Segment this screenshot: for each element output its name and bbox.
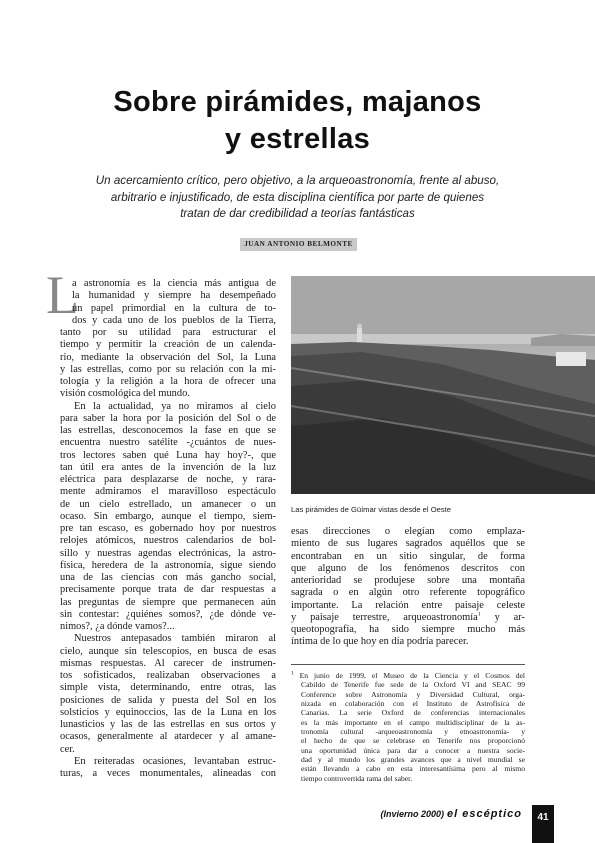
- footnote-marker: 1: [291, 671, 300, 677]
- drop-cap: L: [46, 265, 79, 325]
- text-fragment: y ar-: [480, 611, 525, 623]
- subtitle-line: arbitrario e injustificado, de esta disciplina científica por parte de quienes: [110, 190, 485, 204]
- left-text-column: [60, 278, 276, 780]
- text-line: un papel primordial en la cultura de to-: [72, 302, 276, 314]
- text-line: las preguntas de siempre que permanecen aún: [60, 596, 276, 608]
- text-line: tología y la religión a la hora de ofrecer una: [60, 376, 276, 387]
- text-line: relojes atómicos, nuestros calendarios de bol-: [60, 535, 276, 547]
- text-line: cielo, aunque sin telescopios, en busca de esas: [60, 645, 276, 657]
- footnote-reference: 1: [477, 611, 481, 618]
- text-line: eléctrica para desplazarse de noche, y rara-: [60, 474, 276, 485]
- text-line: dos y cada uno de los pueblos de la Tierra,: [72, 314, 276, 326]
- text-line: queotopografía, ha sido siempre mucho más: [291, 624, 525, 635]
- text-line: En la actualidad, ya no miramos al cielo: [74, 400, 276, 412]
- text-line: nimos?, ¿a dónde vamos?...: [60, 621, 175, 632]
- text-line: la humanidad y siempre ha desempeñado: [72, 290, 276, 302]
- text-line: miento de sus lugares sagrados aquéllos que se: [291, 538, 525, 550]
- text-line: sagrada o en algún otro referente topográfico: [291, 587, 525, 599]
- text-line: lunasticios y las de las estrellas en sus ortos y: [60, 719, 276, 730]
- text-line: sin contestar: ¿quiénes somos?, ¿de dónde ve-: [60, 608, 276, 620]
- page-number: 41: [532, 805, 554, 843]
- text-line: tiempo y permitir la creación de un calenda-: [60, 339, 276, 351]
- text-line: precisamente porque trata de dar respuestas a: [60, 584, 276, 596]
- text-line: una de las ciencias con más gancho social,: [60, 572, 276, 583]
- footnote-line: nizada en colaboración con el Instituto de Astrofísica de: [301, 699, 525, 709]
- text-line: física, heredera de la astronomía, sigue siendo: [60, 559, 276, 571]
- footnote-line: una oportunidad única para dar a conocer a nuestra socie-: [301, 745, 525, 755]
- text-line: sillo y nuestras agendas electrónicas, la astro-: [60, 547, 276, 559]
- footnote-line: es la más importante en el campo multidisciplinar de la as-: [301, 717, 525, 727]
- footnote-line: dad y al mundo los grandes avances que a nivel mundial se: [301, 755, 525, 765]
- text-line: tos sofisticados, realizaban observaciones a: [60, 670, 276, 681]
- subtitle-line: Un acercamiento crítico, pero objetivo, a la arqueoastronomía, frente al abuso,: [95, 174, 500, 187]
- article-subtitle: [40, 173, 555, 223]
- footnote-line: el hecho de que se celebrase en Tenerife nos proporcionó: [301, 736, 525, 746]
- magazine-name: el escéptico: [447, 808, 522, 820]
- photo-caption: Las pirámides de Güímar vistas desde el Oeste: [291, 505, 451, 514]
- text-line: ocasos, generalmente al atardecer y al amane-: [60, 731, 276, 743]
- text-line: mismas respuestas. Al carecer de instrumen-: [60, 657, 276, 669]
- article-title: [40, 84, 555, 158]
- text-line: En reiteradas ocasiones, levantaban estruc-: [74, 755, 276, 767]
- photo-pyramids-guimar: [291, 276, 595, 494]
- footnote-line: Canarias. La serie Oxford de conferencias internacionales: [301, 708, 525, 718]
- title-line: Sobre pirámides, majanos: [113, 86, 482, 118]
- text-line: íntima de lo que hoy en día podría parecer.: [291, 636, 469, 648]
- footnote-line: Conference sobre Astronomía y Diversidad Cultural, orga-: [301, 689, 525, 699]
- text-line: de un cielo estrellado, un amanecer o un: [60, 498, 276, 510]
- text-line: mente admiramos el maravilloso espectáculo: [60, 486, 276, 498]
- footnote: [291, 671, 525, 783]
- text-line: las estrellas, desconocemos la fase en que se: [60, 425, 276, 436]
- text-line: rio, mediante la observación del Sol, la Luna: [60, 351, 276, 363]
- text-line: ocaso. Sin embargo, aunque el tiempo, siem-: [60, 510, 276, 522]
- text-line: simple vista, determinando, entre otras, las: [60, 682, 276, 694]
- footnote-line: $^1$ En junio de 1999, el Museo de la Ciencia y el Cosmos del: [291, 671, 525, 680]
- text-line: Nuestros antepasados también miraron al: [74, 633, 276, 645]
- text-line: turas, a veces monumentales, alineadas con: [60, 768, 276, 779]
- text-line: y las estrellas, como por su relación con la mi-: [60, 363, 276, 375]
- subtitle-line: tratan de dar credibilidad a teorías fantásticas: [180, 207, 415, 220]
- right-text-column: [291, 526, 525, 649]
- text-line: encontraban en un sitio singular, de forma: [291, 550, 525, 562]
- photo-illustration: [291, 276, 595, 494]
- text-line: solsticios y equinoccios, las de la Luna en los: [60, 706, 276, 718]
- text-line: pre tan escaso, es gobernado hoy por nuestros: [60, 523, 276, 534]
- footnote-line: Cabildo de Tenerife fue sede de la Oxford VI and SEAC 99: [301, 680, 525, 690]
- text-line: anterioridad se produjese sobre una montaña: [291, 575, 525, 586]
- text-line: tan útil era antes de la invención de la luz: [60, 461, 276, 473]
- footnote-line: tiempo controvertida rama del saber.: [301, 773, 413, 783]
- text-line: posiciones de salida y puesta del Sol en los: [60, 694, 276, 706]
- text-line: a astronomía es la ciencia más antigua de: [72, 278, 276, 289]
- text-line: encuentra nuestro satélite -¿cuántos de nues-: [60, 437, 276, 449]
- footnote-line: tronomía cultural -arqueoastronomía y etnoastronomía- y: [301, 727, 525, 737]
- page-footer: [380, 808, 522, 820]
- author-byline: JUAN ANTONIO BELMONTE: [240, 238, 357, 251]
- text-line: tanto por su utilidad para estructurar el: [60, 327, 276, 338]
- text-line: visión cosmológica del mundo.: [60, 388, 190, 400]
- text-line: cer.: [60, 743, 75, 755]
- text-line: para saber la hora por la posición del Sol o de: [60, 412, 276, 424]
- footnote-separator: [291, 664, 525, 665]
- text-line: tros lectores saben qué Luna hay hoy?-, que: [60, 449, 276, 461]
- issue-label: (Invierno 2000): [380, 809, 445, 819]
- text-line: que alguno de los fenómenos descritos con: [291, 562, 525, 574]
- text-line: esas direcciones o elegían como emplaza-: [291, 526, 525, 537]
- footnote-line: están llevando a cabo en esta interesantísima pero al mismo: [301, 764, 525, 774]
- title-line: y estrellas: [224, 123, 371, 155]
- text-line: importante. La relación entre paisaje celeste: [291, 599, 525, 611]
- text-line: y paisaje terrestre, arqueoastronomía$^1$ y ar-: [291, 611, 525, 623]
